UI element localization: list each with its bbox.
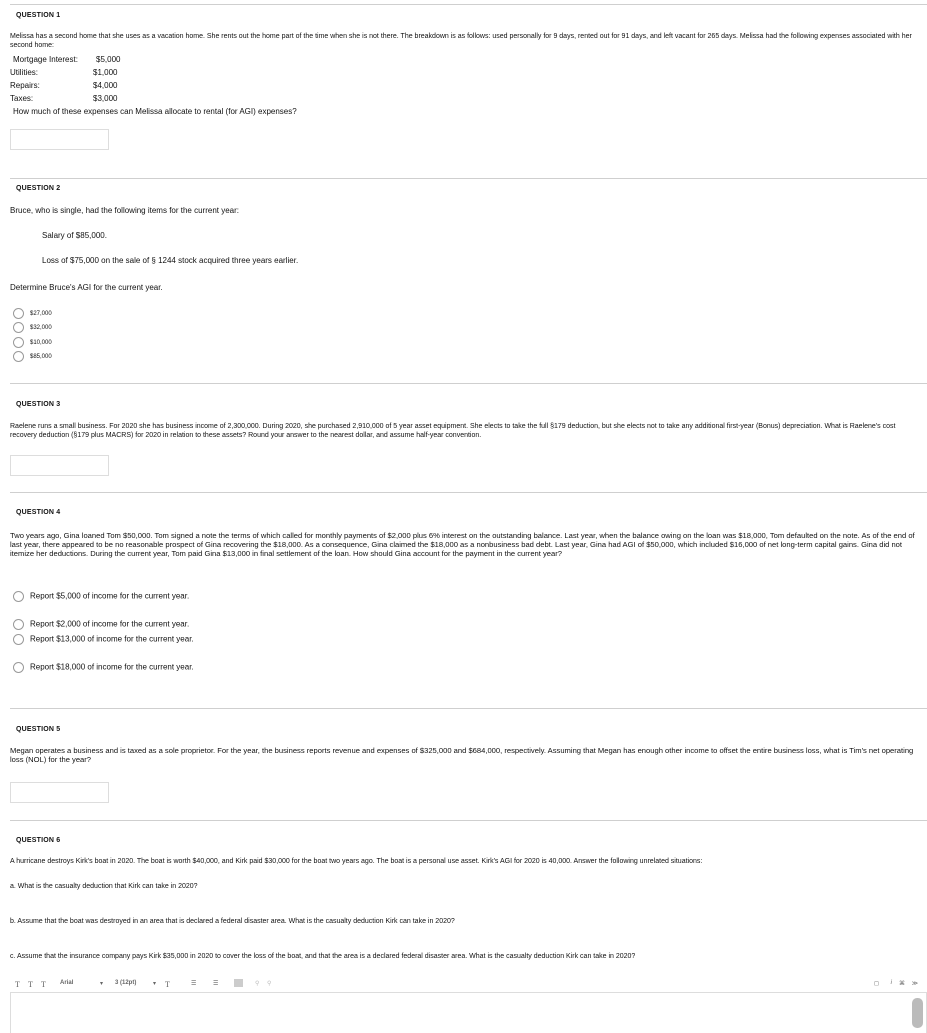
- question-2-prompt: Determine Bruce's AGI for the current year.: [10, 283, 163, 292]
- question-2-title: QUESTION 2: [16, 185, 61, 192]
- question-6-title: QUESTION 6: [16, 837, 61, 844]
- ordered-list-icon[interactable]: ☰: [213, 981, 219, 987]
- question-1-title: QUESTION 1: [16, 12, 61, 19]
- radio-button[interactable]: [13, 337, 24, 348]
- question-1-answer-input[interactable]: [10, 129, 109, 150]
- question-2-item-1: Salary of $85,000.: [42, 231, 107, 240]
- question-2-item-2: Loss of $75,000 on the sale of § 1244 stock acquired three years earlier.: [42, 256, 299, 265]
- chevron-down-icon[interactable]: ▾: [100, 981, 104, 987]
- question-5-answer-input[interactable]: [10, 782, 109, 803]
- answer-option[interactable]: $85,000: [13, 351, 52, 362]
- expense-row: Taxes: $3,000: [10, 94, 118, 103]
- unordered-list-icon[interactable]: ☰: [191, 981, 197, 987]
- text-format-icon[interactable]: T: [15, 980, 20, 989]
- unlink-icon[interactable]: ⚲: [267, 981, 272, 987]
- question-1-prompt: How much of these expenses can Melissa allocate to rental (for AGI) expenses?: [13, 107, 297, 116]
- question-6-part-b: b. Assume that the boat was destroyed in an area that is declared a federal disaster area. What is the casualty deduction Kirk can take in 2020?: [10, 918, 455, 925]
- font-family-select[interactable]: Arial: [60, 980, 74, 986]
- question-6-part-c: c. Assume that the insurance company pays Kirk $35,000 in 2020 to cover the loss of the boat, and that the area is a declared federal disaster area. What is the casualty deduction Kirk can take in 2020?: [10, 953, 636, 960]
- answer-option[interactable]: Report $13,000 of income for the current year.: [13, 634, 194, 645]
- text-subscript-icon[interactable]: T: [41, 980, 46, 989]
- radio-button[interactable]: [13, 351, 24, 362]
- editor-toolbar: [10, 977, 927, 991]
- radio-button[interactable]: [13, 619, 24, 630]
- info-icon[interactable]: i: [890, 980, 892, 986]
- radio-button[interactable]: [13, 662, 24, 673]
- expense-row: Repairs: $4,000: [10, 81, 118, 90]
- radio-button[interactable]: [13, 322, 24, 333]
- comment-icon[interactable]: ◻: [874, 981, 879, 987]
- question-5-text: Megan operates a business and is taxed as a sole proprietor. For the year, the business reports revenue and expenses of $325,000 and $684,000, respectively. Assuming that Megan has enough other income to offset the entire business loss, what is Tim's net operating loss (NOL) for the year?: [10, 746, 914, 764]
- fullscreen-icon[interactable]: ⌘: [899, 981, 905, 987]
- answer-option[interactable]: $27,000: [13, 308, 52, 319]
- answer-editor[interactable]: [10, 992, 927, 1033]
- question-1-text: Melissa has a second home that she uses as a vacation home. She rents out the home part of the time when she is not there. The breakdown is as follows: used personally for 9 days, rented out for 91 days, and left vacant for 265 days. Melissa had the following expenses associated with her second home:: [10, 33, 912, 49]
- collapse-icon[interactable]: ≫: [911, 981, 918, 987]
- answer-option[interactable]: $10,000: [13, 337, 52, 348]
- answer-option[interactable]: Report $18,000 of income for the current year.: [13, 662, 194, 673]
- spellcheck-icon[interactable]: [234, 979, 243, 987]
- question-3-title: QUESTION 3: [16, 401, 61, 408]
- radio-button[interactable]: [13, 591, 24, 602]
- question-4-title: QUESTION 4: [16, 509, 61, 516]
- question-3-text: Raelene runs a small business. For 2020 she has business income of 2,300,000. During 2020, she purchased 2,910,000 of 5 year asset equipment. She elects to take the full §179 deduction, but she elects not to take any additional first-year (Bonus) depreciation. What is Raelene's cost recovery deduction (§179 plus MACRS) for 2020 in relation to these assets? Round your answer to the nearest dollar, and assume half-year convention.: [10, 423, 896, 439]
- text-superscript-icon[interactable]: T: [28, 980, 33, 989]
- text-color-icon[interactable]: T: [165, 980, 170, 989]
- question-6-part-a: a. What is the casualty deduction that Kirk can take in 2020?: [10, 883, 198, 890]
- question-4-text: Two years ago, Gina loaned Tom $50,000. Tom signed a note the terms of which called for monthly payments of $2,000 plus 6% interest on the outstanding balance. Last year, when the balance owing on the loan was $18,000, Tom defaulted on the note. As of the end of last year, there appeared to be no reasonable prospect of Gina recovering the $18,000. As a consequence, Gina claimed the $18,000 as a nonbusiness bad debt. Last year, Gina had AGI of $50,000, which included $16,000 of net long-term capital gains. Gina did not itemize her deductions. During the current year, Tom paid Gina $13,000 in final settlement of the loan. How should Gina account for the payment in the current year?: [10, 531, 915, 558]
- question-5-title: QUESTION 5: [16, 726, 61, 733]
- question-3-answer-input[interactable]: [10, 455, 109, 476]
- chevron-down-icon[interactable]: ▾: [153, 981, 157, 987]
- radio-button[interactable]: [13, 634, 24, 645]
- link-icon[interactable]: ⚲: [255, 981, 260, 987]
- expense-row: Utilities: $1,000: [10, 68, 118, 77]
- font-size-select[interactable]: 3 (12pt): [115, 980, 137, 986]
- answer-option[interactable]: Report $2,000 of income for the current year.: [13, 619, 189, 630]
- radio-button[interactable]: [13, 308, 24, 319]
- answer-option[interactable]: $32,000: [13, 322, 52, 333]
- answer-option[interactable]: Report $5,000 of income for the current year.: [13, 591, 189, 602]
- expense-row: Mortgage Interest: $5,000: [13, 55, 121, 64]
- question-2-intro: Bruce, who is single, had the following items for the current year:: [10, 206, 239, 215]
- question-6-text: A hurricane destroys Kirk's boat in 2020. The boat is worth $40,000, and Kirk paid $30,000 for the boat two years ago. The boat is a personal use asset. Kirk's AGI for 2020 is 40,000. Answer the following unrelated situations:: [10, 858, 703, 865]
